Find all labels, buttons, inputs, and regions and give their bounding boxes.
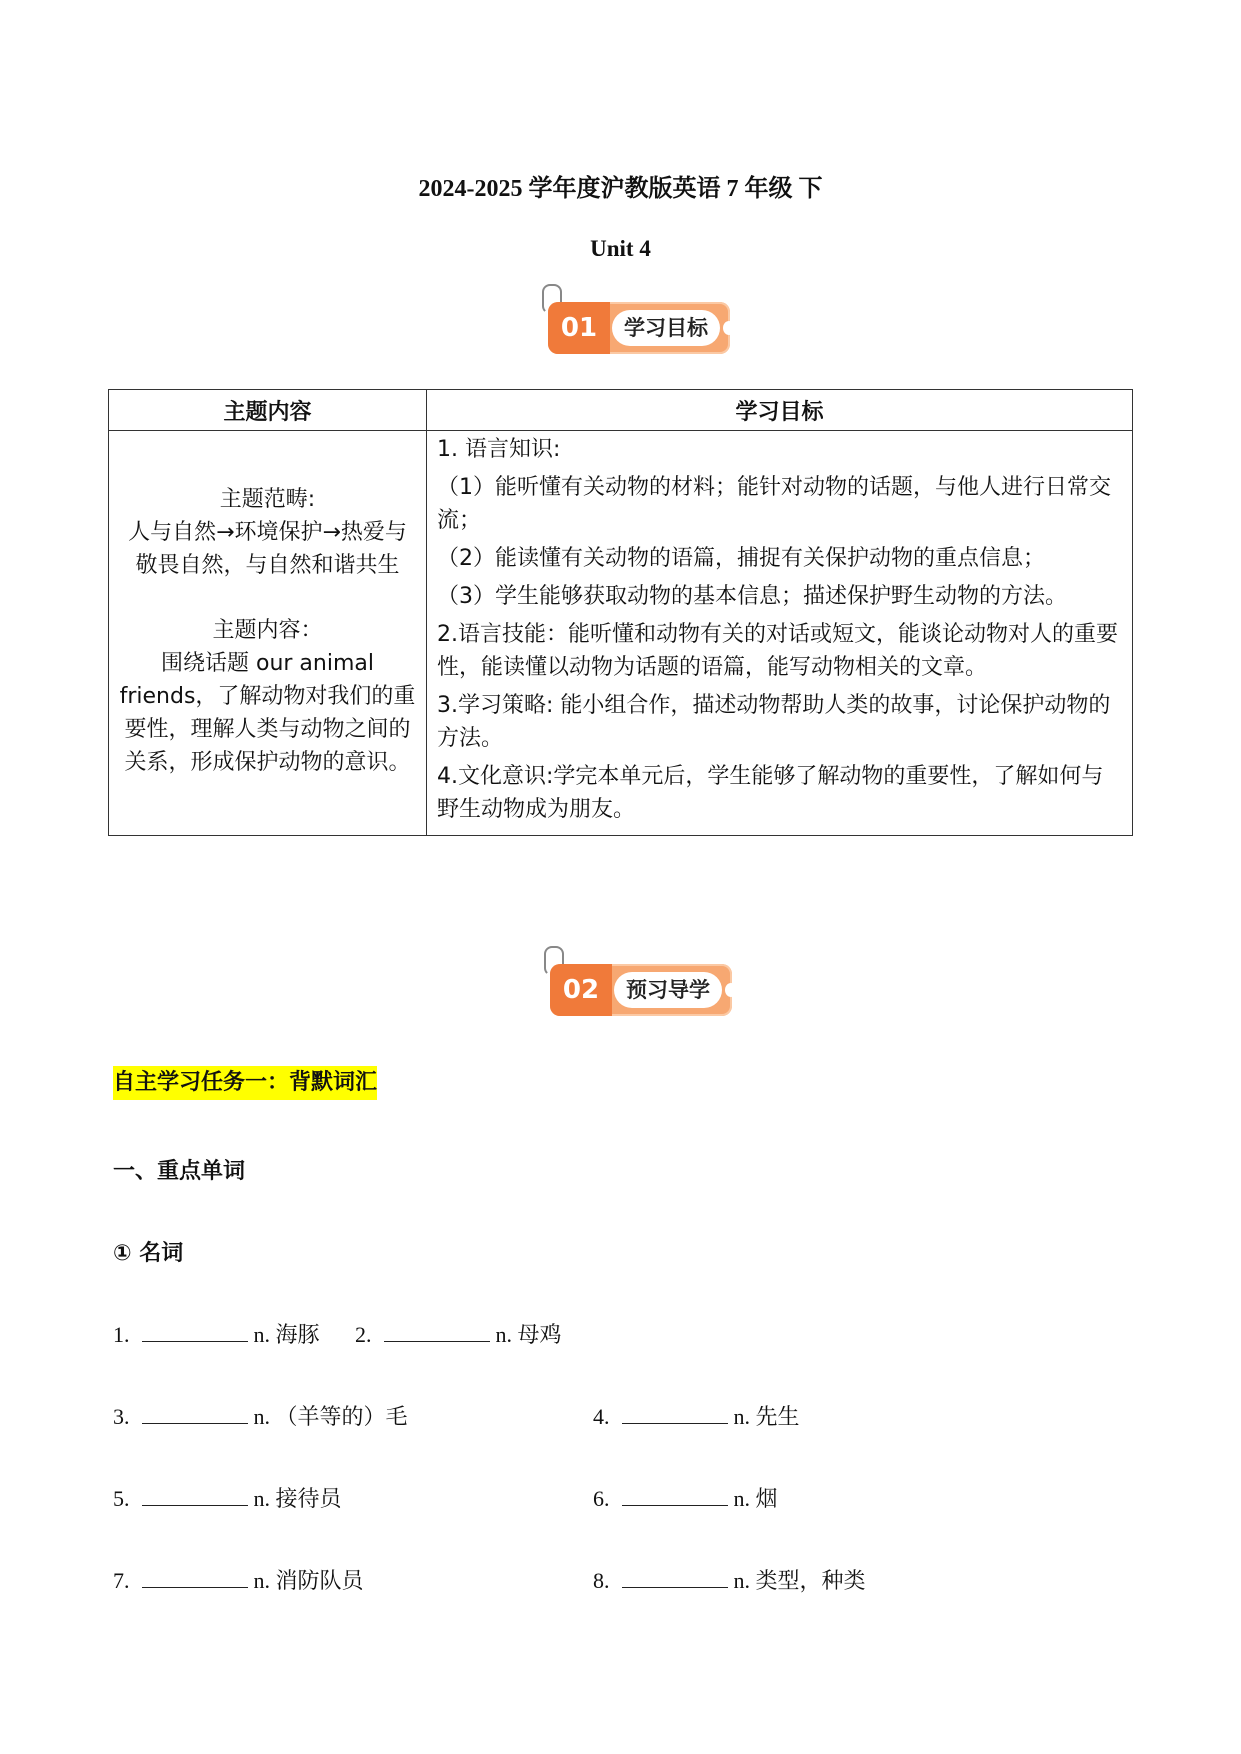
theme-content-label: 主题内容： [212,618,323,643]
table-header-theme: 主题内容 [109,390,427,431]
answer-blank[interactable] [142,1565,248,1588]
theme-scope-label: 主题范畴: [219,487,316,512]
answer-blank[interactable] [622,1483,728,1506]
goal-item: （3）学生能够获取动物的基本信息；描述保护野生动物的方法。 [437,584,1067,609]
badge-label: 预习导学 [614,972,722,1008]
vocab-item-5: 5. n. 接待员 [113,1482,342,1513]
answer-blank[interactable] [622,1565,728,1588]
task-heading: 自主学习任务一：背默词汇 [113,1066,377,1100]
theme-content-cell [109,431,427,836]
vocab-item-2: 2. n. 母鸡 [355,1318,562,1349]
vocab-item-7: 7. n. 消防队员 [113,1564,364,1595]
vocab-item-6: 6. n. 烟 [593,1482,778,1513]
section-heading-key-words: 一、重点单词 [113,1159,246,1184]
vocab-item-1: 1. n. 海豚 [113,1318,320,1349]
theme-scope-text: 人与自然→环境保护→热爱与敬畏自然，与自然和谐共生 [128,520,407,578]
theme-content-text: 围绕话题 our animal friends，了解动物对我们的重要性，理解人类与动物之间的关系，形成保护动物的意识。 [119,651,416,775]
badge-number: 01 [548,302,610,354]
answer-blank[interactable] [142,1483,248,1506]
section-badge-preview [550,964,732,1016]
vocab-item-4: 4. n. 先生 [593,1400,800,1431]
section-heading-nouns: ① 名词 [113,1241,184,1266]
badge-number: 02 [550,964,612,1016]
goal-item: 3.学习策略: 能小组合作，描述动物帮助人类的故事，讨论保护动物的方法。 [437,693,1111,751]
table-header-goals: 学习目标 [427,390,1133,431]
learning-goals-table [108,389,1133,836]
answer-blank[interactable] [384,1319,490,1342]
unit-heading: Unit 4 [590,236,651,261]
badge-label: 学习目标 [612,310,720,346]
document-title: 2024-2025 学年度沪教版英语 7 年级 下 [418,176,823,202]
goal-item: 2.语言技能：能听懂和动物有关的对话或短文，能谈论动物对人的重要性，能读懂以动物为话题的语篇，能写动物相关的文章。 [437,622,1118,680]
section-badge-learning-goals [548,302,730,354]
vocab-item-8: 8. n. 类型，种类 [593,1564,866,1595]
answer-blank[interactable] [142,1319,248,1342]
goal-item: 4.文化意识:学完本单元后，学生能够了解动物的重要性，了解如何与野生动物成为朋友。 [437,764,1104,822]
goal-item: 1. 语言知识: [437,437,561,462]
goal-item: （1）能听懂有关动物的材料；能针对动物的话题，与他人进行日常交流； [437,475,1111,533]
vocab-item-3: 3. n. （羊等的）毛 [113,1400,408,1431]
goals-cell [427,431,1133,836]
answer-blank[interactable] [622,1401,728,1424]
answer-blank[interactable] [142,1401,248,1424]
goal-item: （2）能读懂有关动物的语篇，捕捉有关保护动物的重点信息； [437,546,1045,571]
